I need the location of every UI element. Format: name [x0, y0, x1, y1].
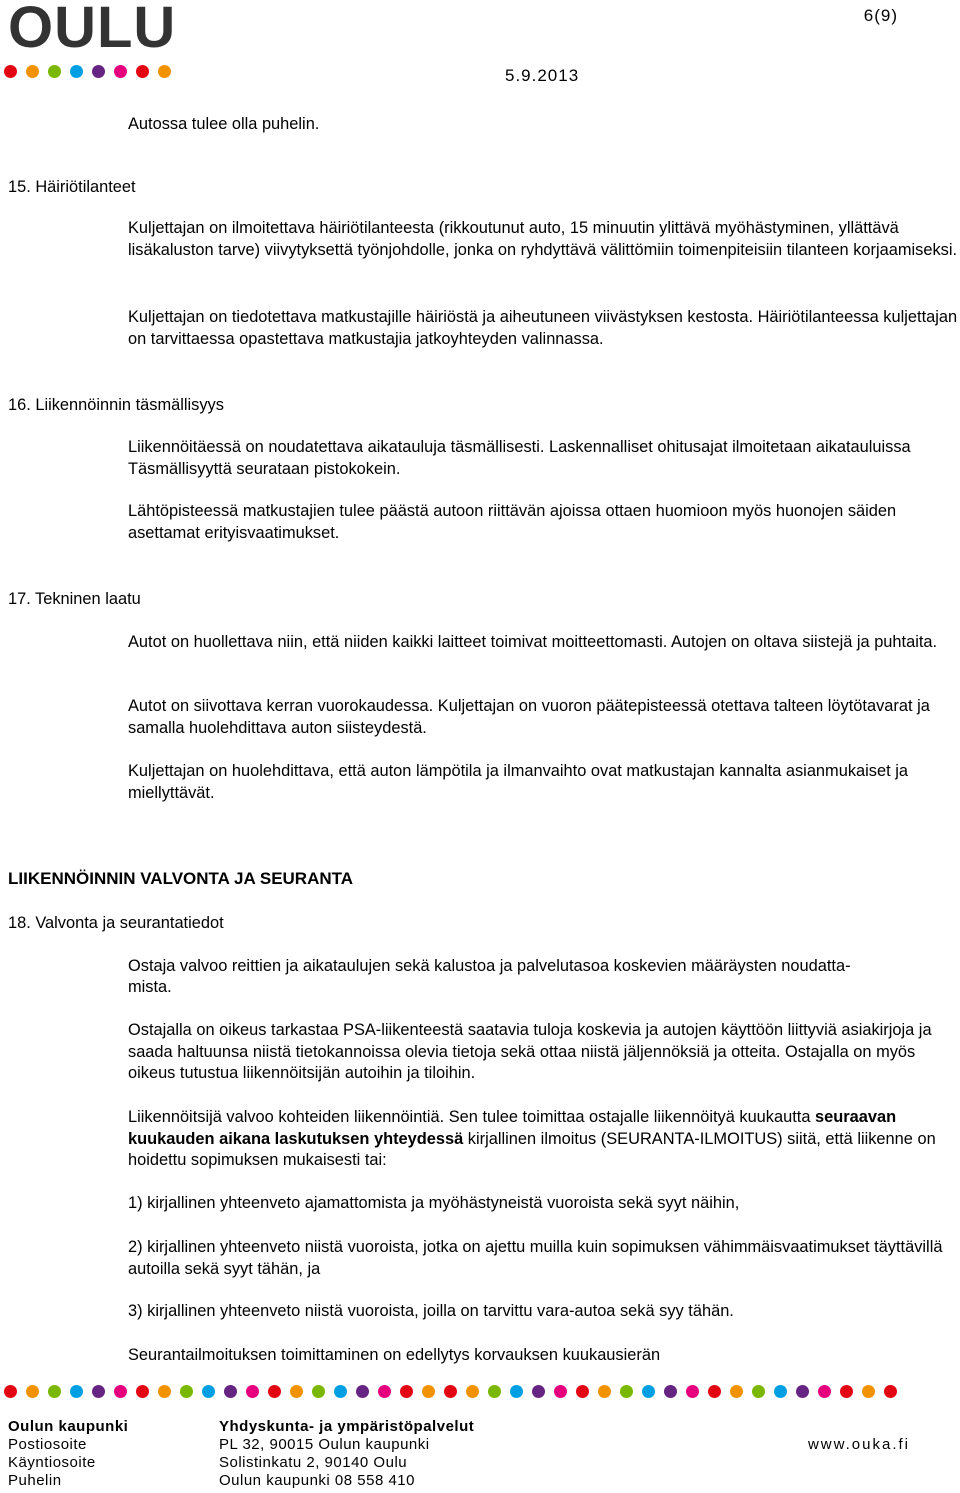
- footer-value-phone: Oulun kaupunki 08 558 410: [219, 1472, 415, 1489]
- footer-org-right: Yhdyskunta- ja ympäristöpalvelut: [219, 1418, 475, 1435]
- section-17-paragraph-2: Autot on siivottava kerran vuorokaudessa. Kuljettajan on vuoron päätepisteessä otettava talteen löytötavarat ja samalla huolehdittava auton siisteydestä.: [128, 697, 930, 737]
- list-item-1: 1) kirjallinen yhteenveto ajamattomista ja myöhästyneistä vuoroista sekä syyt näihin,: [128, 1194, 740, 1212]
- color-dot: [26, 1385, 39, 1398]
- color-dot: [752, 1385, 765, 1398]
- color-dot: [290, 1385, 303, 1398]
- color-dot: [158, 65, 171, 78]
- color-dot: [26, 65, 39, 78]
- color-dot: [774, 1385, 787, 1398]
- footer-label-phone: Puhelin: [8, 1472, 62, 1489]
- color-dot: [92, 65, 105, 78]
- footer-left-column: [8, 1418, 128, 1490]
- footer-label-visit: Käyntiosoite: [8, 1454, 96, 1471]
- footer-org-left: Oulun kaupunki: [8, 1418, 129, 1435]
- footer-website-link[interactable]: www.ouka.fi: [807, 1436, 910, 1453]
- color-dot: [642, 1385, 655, 1398]
- color-dot: [818, 1385, 831, 1398]
- color-dot: [70, 1385, 83, 1398]
- color-dot: [356, 1385, 369, 1398]
- section-16-paragraph-2: Lähtöpisteessä matkustajien tulee päästä autoon riittävän ajoissa ottaen huomioon myös huonojen säiden asettamat erityisvaatimukset.: [128, 502, 897, 542]
- color-dot: [862, 1385, 875, 1398]
- color-dot: [224, 1385, 237, 1398]
- footer-label-postal: Postiosoite: [8, 1436, 87, 1453]
- color-dot-bar-top: [4, 65, 171, 78]
- section-15-paragraph-1: Kuljettajan on ilmoitettava häiriötilanteesta (rikkoutunut auto, 15 minuutin ylittävä myöhästyminen, yllättävä lisäkaluston tarve) viivytyksettä työnjohdolle, jonka on ryhdyttävä välittömiin toimenpiteisiin tilanteen korjaamiseksi.: [128, 219, 958, 259]
- color-dot: [796, 1385, 809, 1398]
- color-dot: [510, 1385, 523, 1398]
- oulu-logo: OULU: [8, 0, 177, 60]
- color-dot: [334, 1385, 347, 1398]
- color-dot: [4, 65, 17, 78]
- color-dot: [444, 1385, 457, 1398]
- section-18-paragraph-4: Seurantailmoituksen toimittaminen on edellytys korvauksen kuukausierän: [128, 1346, 661, 1364]
- paragraph-3-bold-text: seuraavan kuukauden aikana laskutuksen yhteydessä: [128, 1108, 897, 1148]
- color-dot: [884, 1385, 897, 1398]
- section-16-heading: 16. Liikennöinnin täsmällisyys: [8, 396, 224, 414]
- footer-value-visit: Solistinkatu 2, 90140 Oulu: [219, 1454, 408, 1471]
- color-dot: [708, 1385, 721, 1398]
- color-dot: [488, 1385, 501, 1398]
- section-17-heading: 17. Tekninen laatu: [8, 590, 141, 608]
- color-dot: [4, 1385, 17, 1398]
- color-dot: [532, 1385, 545, 1398]
- color-dot-bar-bottom: [4, 1385, 897, 1398]
- color-dot: [686, 1385, 699, 1398]
- color-dot: [840, 1385, 853, 1398]
- color-dot: [730, 1385, 743, 1398]
- section-17-paragraph-1: Autot on huollettava niin, että niiden kaikki laitteet toimivat moitteettomasti. Autojen on oltava siistejä ja puhtaita.: [128, 633, 938, 651]
- color-dot: [202, 1385, 215, 1398]
- color-dot: [92, 1385, 105, 1398]
- section-16-paragraph-1: Liikennöitäessä on noudatettava aikatauluja täsmällisesti. Laskennalliset ohitusajat ilmoitetaan aikatauluissa Täsmällisyyttä seurataan pistokokein.: [128, 438, 911, 478]
- color-dot: [48, 1385, 61, 1398]
- section-18-paragraph-1-line-1: Ostaja valvoo reittien ja aikataulujen sekä kalustoa ja palvelutasoa koskevien määräysten noudatta-: [128, 957, 851, 975]
- page-number: 6(9): [863, 6, 898, 25]
- color-dot: [620, 1385, 633, 1398]
- section-18-paragraph-2: Ostajalla on oikeus tarkastaa PSA-liikenteestä saatavia tuloja koskevia ja autojen käyttöön liittyviä asiakirjoja ja saada haltuunsa niistä tietokannoissa olevia tietoja sekä ottaa niistä jäljennöksiä ja otteita. Ostajalla on myös oikeus tutustua liikennöitsijän autoihin ja tiloihin.: [128, 1021, 932, 1082]
- color-dot: [70, 65, 83, 78]
- color-dot: [48, 65, 61, 78]
- color-dot: [246, 1385, 259, 1398]
- color-dot: [664, 1385, 677, 1398]
- color-dot: [422, 1385, 435, 1398]
- section-17-paragraph-3: Kuljettajan on huolehdittava, että auton lämpötila ja ilmanvaihto ovat matkustajan kannalta asianmukaiset ja miellyttävät.: [128, 762, 908, 802]
- color-dot: [312, 1385, 325, 1398]
- section-18-paragraph-3: [128, 1107, 958, 1172]
- color-dot: [136, 1385, 149, 1398]
- footer-middle-column: [219, 1418, 474, 1490]
- footer-value-postal: PL 32, 90015 Oulun kaupunki: [219, 1436, 430, 1453]
- paragraph-3-text-b: kirjallinen ilmoitus (SEURANTA-ILMOITUS) siitä, että liikenne on hoidettu sopimuksen mukaisesti tai:: [128, 1129, 936, 1169]
- color-dot: [466, 1385, 479, 1398]
- paragraph-3-text-a: Liikennöitsijä valvoo kohteiden liikennöintiä. Sen tulee toimittaa ostajalle liikennöityä kuukautta: [128, 1108, 816, 1126]
- color-dot: [598, 1385, 611, 1398]
- color-dot: [378, 1385, 391, 1398]
- color-dot: [576, 1385, 589, 1398]
- intro-line: Autossa tulee olla puhelin.: [128, 115, 320, 133]
- color-dot: [180, 1385, 193, 1398]
- color-dot: [136, 65, 149, 78]
- color-dot: [158, 1385, 171, 1398]
- section-15-paragraph-2: Kuljettajan on tiedotettava matkustajille häiriöstä ja aiheutuneen viivästyksen kestosta. Häiriötilanteessa kuljettajan on tarvittaessa opastettava matkustajia jatkoyhteyden valinnassa.: [128, 308, 958, 348]
- list-item-3: 3) kirjallinen yhteenveto niistä vuoroista, joilla on tarvittu vara-autoa sekä syy tähän.: [128, 1302, 734, 1320]
- color-dot: [114, 65, 127, 78]
- section-18-heading: 18. Valvonta ja seurantatiedot: [8, 914, 224, 932]
- color-dot: [400, 1385, 413, 1398]
- main-heading: LIIKENNÖINNIN VALVONTA JA SEURANTA: [8, 869, 354, 888]
- color-dot: [554, 1385, 567, 1398]
- section-18-paragraph-1-line-2: mista.: [128, 978, 172, 996]
- section-15-heading: 15. Häiriötilanteet: [8, 178, 136, 196]
- document-date: 5.9.2013: [505, 66, 580, 85]
- list-item-2: 2) kirjallinen yhteenveto niistä vuoroista, jotka on ajettu muilla kuin sopimuksen vähimmäisvaatimukset täyttävillä autoilla sekä syyt tähän, ja: [128, 1238, 943, 1278]
- color-dot: [268, 1385, 281, 1398]
- color-dot: [114, 1385, 127, 1398]
